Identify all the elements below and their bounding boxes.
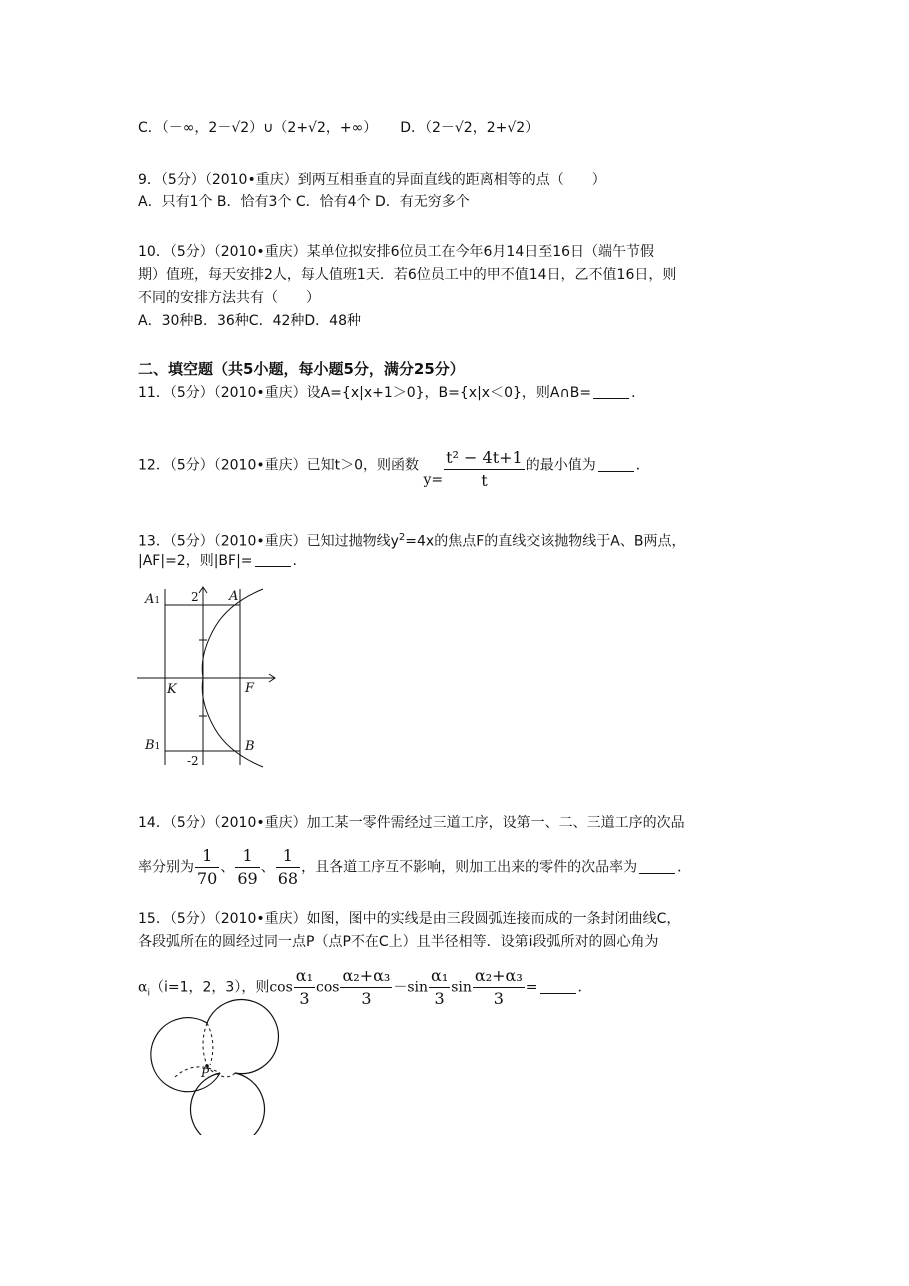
right-arc bbox=[207, 1000, 278, 1074]
label-minus-two: -2 bbox=[187, 754, 199, 768]
q12-text bbox=[138, 444, 650, 490]
q14-fraction-2: $\frac{1}{69}$ bbox=[237, 846, 258, 888]
q14-tail: ，且各道工序互不影响，则加工出来的零件的次品率为 bbox=[301, 859, 638, 876]
q14-fraction-1: $\frac{1}{70}$ bbox=[197, 846, 218, 888]
q15-range: （i=1，2，3），则 bbox=[149, 979, 270, 996]
q11-text bbox=[138, 383, 645, 403]
label-a: A bbox=[229, 589, 239, 604]
q10-options: A．30种B．36种C．42种D．48种 bbox=[138, 313, 361, 329]
q12-end: ． bbox=[635, 457, 650, 474]
q15-fraction-2: $\frac{\text{α₂+α₃}}{3}$ bbox=[342, 966, 391, 1008]
label-p: P bbox=[201, 1066, 210, 1080]
q13-line1a: 13．（5分）（2010•重庆）已知过抛物线y bbox=[138, 533, 399, 550]
label-a1: A1 bbox=[145, 592, 161, 607]
q15-fraction-4: $\frac{\text{α₂+α₃}}{3}$ bbox=[474, 966, 523, 1008]
label-f: F bbox=[245, 681, 255, 696]
q12-fraction bbox=[444, 448, 525, 491]
q10-line2: 期）值班，每天安排2人，每人值班1天．若6位员工中的甲不值14日，乙不值16日，则 bbox=[138, 267, 677, 283]
q14-lead: 率分别为 bbox=[138, 859, 194, 876]
q13-line2 bbox=[138, 551, 307, 571]
label-k: K bbox=[167, 682, 177, 697]
q14-line2: 率分别为 $\frac{1}{70}$ 、 $\frac{1}{69}$ 、 $\frac{1}{68}$ ，且各道工序互不影响，则加工出来的零件的次品率为 ． bbox=[138, 846, 692, 888]
q8-option-c: C．（－∞，2－√2）∪（2+√2，+∞） bbox=[138, 120, 378, 136]
q12-y: y= bbox=[423, 471, 444, 488]
section-title: 二、填空题（共5小题，每小题5分，满分25分） bbox=[138, 360, 465, 378]
q15-answer-blank bbox=[540, 979, 576, 994]
q12-tail: 的最小值为 bbox=[525, 457, 596, 474]
q9-options: A．只有1个 B．恰有3个 C．恰有4个 D．有无穷多个 bbox=[138, 194, 470, 210]
q15-line2: 各段弧所在的圆经过同一点P（点P不在C上）且半径相等．设第i段弧所对的圆心角为 bbox=[138, 934, 659, 950]
bottom-arc bbox=[190, 1073, 264, 1135]
q12-answer-blank bbox=[598, 457, 634, 472]
q11-stem: 11．（5分）（2010•重庆）设A={x|x+1＞0}，B={x|x＜0}，则A∩B= bbox=[138, 385, 592, 401]
q9-stem: 9．（5分）（2010•重庆）到两互相垂直的异面直线的距离相等的点（ ） bbox=[138, 172, 606, 188]
q13-end: ． bbox=[292, 553, 307, 569]
label-b: B bbox=[245, 739, 255, 754]
q8-option-d: D．（2－√2，2+√2） bbox=[400, 120, 540, 136]
q10-line1: 10．（5分）（2010•重庆）某单位拟安排6位员工在今年6月14日至16日（端午节假 bbox=[138, 244, 655, 260]
q13-answer-blank bbox=[255, 552, 291, 567]
q13-line1b: =4x的焦点F的直线交该抛物线于A、B两点， bbox=[405, 533, 686, 550]
q13-sup: 2 bbox=[398, 532, 406, 543]
q12-numerator: t² − 4t+1 bbox=[446, 448, 523, 467]
q15-line3: $\alpha_i(i=1$，2，3），则cos $\frac{\text{α₁}}{3}$ cos $\frac{\text{α₂+α₃}}{3}$ －sin $\frac{\text{α₁}}{3}$ sin $\frac{\text{α₂+α₃}}{3}$ = ． bbox=[138, 966, 592, 1008]
q15-fraction-1: $\frac{\text{α₁}}{3}$ bbox=[295, 966, 314, 1008]
parabola-figure bbox=[135, 585, 285, 770]
q14-fraction-3: $\frac{1}{68}$ bbox=[277, 846, 299, 888]
label-b1: B1 bbox=[145, 738, 161, 753]
q14-answer-blank bbox=[639, 859, 675, 874]
label-two: 2 bbox=[191, 590, 199, 604]
q15-fraction-3: $\frac{\text{α₁}}{3}$ bbox=[431, 966, 449, 1008]
q15-alpha: α bbox=[138, 979, 148, 996]
dashed-arc-1 bbox=[203, 1023, 207, 1065]
q12-lead: 12．（5分）（2010•重庆）已知t＞0，则函数 bbox=[138, 457, 420, 474]
q13-line1 bbox=[138, 528, 685, 552]
q10-line3: 不同的安排方法共有（ ） bbox=[138, 290, 320, 306]
q11-answer-blank bbox=[593, 384, 629, 399]
q11-end: ． bbox=[631, 385, 646, 401]
circles-figure bbox=[135, 995, 285, 1135]
q8-options bbox=[138, 118, 539, 138]
q13-line2-text: |AF|=2，则|BF|= bbox=[138, 553, 253, 569]
dashed-arc-2 bbox=[207, 1023, 213, 1065]
q12-denominator: t bbox=[444, 469, 525, 491]
q14-line1: 14．（5分）（2010•重庆）加工某一零件需经过三道工序，设第一、二、三道工序的次品 bbox=[138, 815, 685, 831]
q15-line1: 15．（5分）（2010•重庆）如图，图中的实线是由三段圆弧连接而成的一条封闭曲线C， bbox=[138, 911, 681, 927]
